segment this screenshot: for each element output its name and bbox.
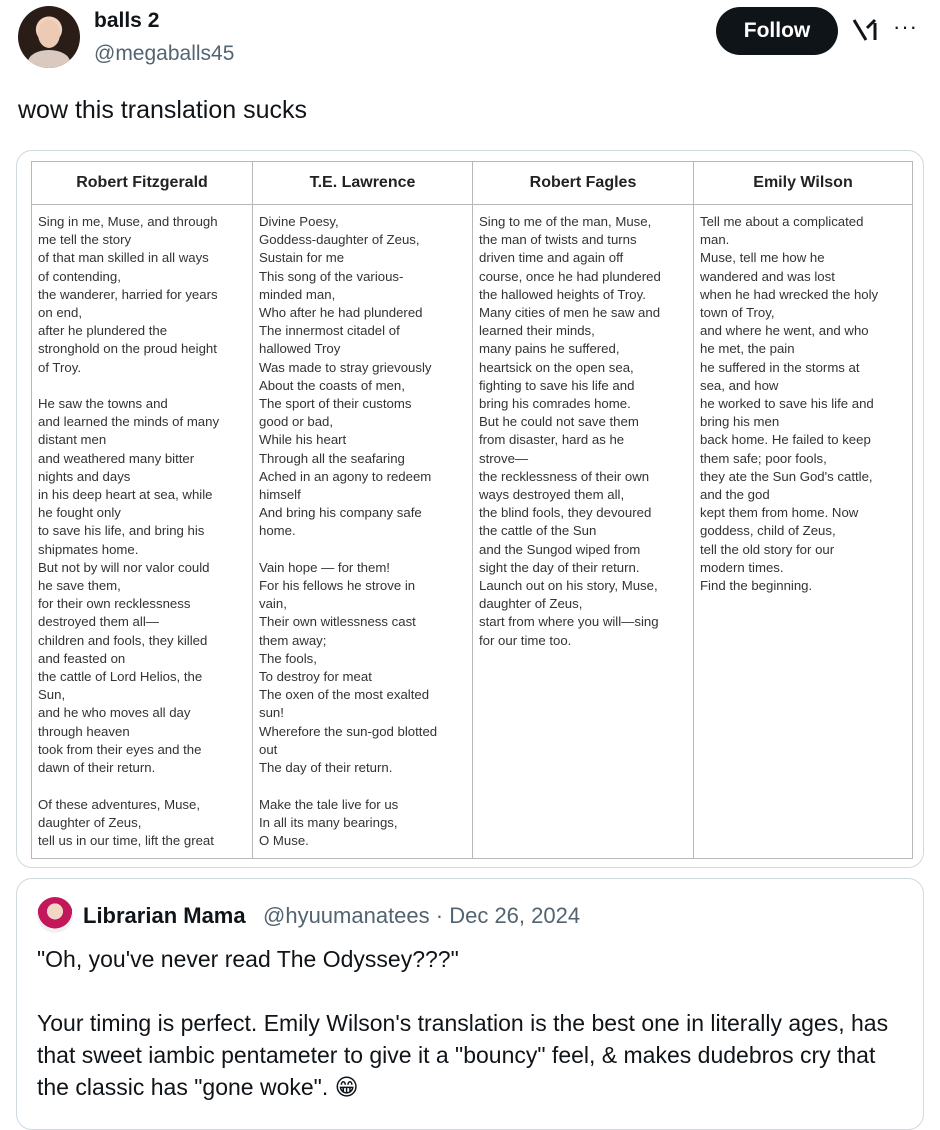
quoted-author-name[interactable]: Librarian Mama [83, 903, 246, 928]
avatar-shirt [28, 50, 70, 68]
column-text: Sing in me, Muse, and through me tell the story of that man skilled in all ways of contending, the wanderer, harried for years on end, after he plundered the stronghold on the proud height of Troy. He saw the towns and and learned the minds of many distant men and weathered many bitter nights and days in his deep heart at sea, while he fought only to save his life, and bring his shipmates home. But not by will nor valor could he save them, for their own recklessness destroyed them all— children and fools, they killed and feasted on the cattle of Lord Helios, the Sun, and he who moves all day through heaven took from their eyes and the dawn of their return. Of these adventures, Muse, daughter of Zeus, tell us in our time, lift the great [38, 214, 220, 848]
author-handle[interactable]: @megaballs45 [94, 42, 235, 65]
translation-table [31, 161, 913, 859]
avatar-face [38, 20, 60, 48]
quoted-author-avatar[interactable] [37, 897, 73, 933]
more-options-icon[interactable]: ··· [893, 14, 918, 39]
column-lawrence [253, 162, 473, 858]
column-header: T.E. Lawrence [253, 162, 472, 205]
tweet-text: wow this translation sucks [18, 96, 308, 124]
tweet-media-image[interactable] [16, 150, 924, 868]
column-fitzgerald [32, 162, 253, 858]
author-avatar[interactable] [18, 6, 80, 68]
quoted-tweet-text: "Oh, you've never read The Odyssey???" Your timing is perfect. Emily Wilson's translation is the best one in literally ages, has that sweet iambic pentameter to give it a "bouncy" feel, & makes dudebros cry that the classic has "gone woke". 😁 [37, 946, 889, 1100]
column-header: Robert Fagles [473, 162, 693, 205]
column-text: Divine Poesy, Goddess-daughter of Zeus, Sustain for me This song of the various- minded man, Who after he had plundered The innermost citadel of hallowed Troy Was made to stray grievously About the coasts of men, The sport of their customs good or bad, While his heart Through all the seafaring Ached in an agony to redeem himself And bring his company safe home. Vain hope — for them! For his fellows he strove in vain, Their own witlessness cast them away; The fools, To destroy for meat The oxen of the most exalted sun! Wherefore the sun-god blotted out The day of their return. Make the tale live for us In all its many bearings, O Muse. [259, 214, 438, 848]
column-wilson [694, 162, 912, 858]
follow-button[interactable]: Follow [716, 7, 838, 55]
column-header: Emily Wilson [694, 162, 912, 205]
column-fagles [473, 162, 694, 858]
author-display-name[interactable]: balls 2 [94, 9, 160, 32]
column-header: Robert Fitzgerald [32, 162, 252, 205]
quoted-tweet[interactable] [16, 878, 924, 1130]
grok-icon[interactable] [850, 14, 882, 46]
quoted-author-handle-date[interactable]: @hyuumanatees · Dec 26, 2024 [263, 903, 581, 928]
column-text: Sing to me of the man, Muse, the man of twists and turns driven time and again off course, once he had plundered the hallowed heights of Troy. Many cities of men he saw and learned their minds, many pains he suffered, heartsick on the open sea, fighting to save his life and bring his comrades home. But he could not save them from disaster, hard as he strove— the recklessness of their own ways destroyed them all, the blind fools, they devoured the cattle of the Sun and the Sungod wiped from sight the day of their return. Launch out on his story, Muse, daughter of Zeus, start from where you will—sing for our time too. [479, 214, 661, 648]
column-text: Tell me about a complicated man. Muse, tell me how he wandered and was lost when he had wrecked the holy town of Troy, and where he went, and who he met, the pain he suffered in the storms at sea, and how he worked to save his life and bring his men back home. He failed to keep them safe; poor fools, they ate the Sun God's cattle, and the god kept them from home. Now goddess, child of Zeus, tell the old story for our modern times. Find the beginning. [700, 214, 879, 594]
